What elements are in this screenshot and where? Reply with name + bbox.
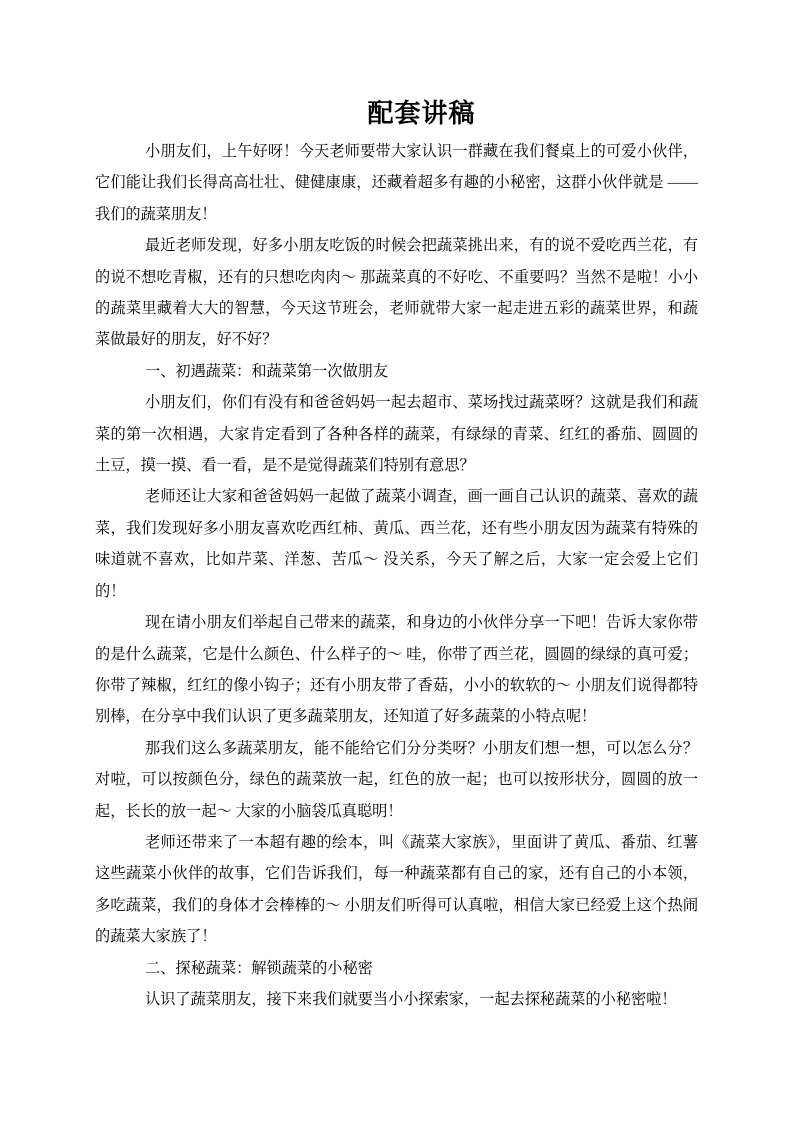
paragraph: 现在请小朋友们举起自己带来的蔬菜，和身边的小伙伴分享一下吧！告诉大家你带的是什么蔬菜，它是什么颜色、什么样子的～ 哇，你带了西兰花，圆圆的绿绿的真可爱；你带了辣椒，红红的像小钩子；还有小朋友带了香菇，小小的软软的～ 小朋友们说得都特别棒，在分享中我们认识了更多蔬菜朋友，还知道了好多蔬菜的小特点呢！ [95,614,698,726]
paragraph: 小朋友们，你们有没有和爸爸妈妈一起去超市、菜场找过蔬菜呀？这就是我们和蔬菜的第一次相遇，大家肯定看到了各种各样的蔬菜，有绿绿的青菜、红红的番茄、圆圆的土豆，摸一摸、看一看，是不是觉得蔬菜们特别有意思？ [95,394,698,475]
paragraph: 最近老师发现，好多小朋友吃饭的时候会把蔬菜挑出来，有的说不爱吃西兰花，有的说不想吃青椒，还有的只想吃肉肉～ 那蔬菜真的不好吃、不重要吗？当然不是啦！小小的蔬菜里藏着大大的智慧，今天这节班会，老师就带大家一起走进五彩的蔬菜世界，和蔬菜做最好的朋友，好不好？ [95,237,698,349]
document-page [95,0,698,1015]
paragraph: 那我们这么多蔬菜朋友，能不能给它们分分类呀？小朋友们想一想，可以怎么分？对啦，可以按颜色分，绿色的蔬菜放一起，红色的放一起；也可以按形状分，圆圆的放一起，长长的放一起～ 大家的小脑袋瓜真聪明！ [95,739,698,820]
paragraph: 老师还带来了一本超有趣的绘本，叫《蔬菜大家族》，里面讲了黄瓜、番茄、红薯这些蔬菜小伙伴的故事，它们告诉我们，每一种蔬菜都有自己的家，还有自己的小本领，多吃蔬菜，我们的身体才会棒棒的～ 小朋友们听得可认真啦，相信大家已经爱上这个热闹的蔬菜大家族了！ [95,833,698,946]
section-heading: 一、初遇蔬菜：和蔬菜第一次做朋友 [145,362,388,380]
paragraph: 老师还让大家和爸爸妈妈一起做了蔬菜小调查，画一画自己认识的蔬菜、喜欢的蔬菜，我们发现好多小朋友喜欢吃西红柿、黄瓜、西兰花，还有些小朋友因为蔬菜有特殊的味道就不喜欢，比如芹菜、洋葱、苦瓜～ 没关系，今天了解之后，大家一定会爱上它们的！ [95,488,698,600]
section-heading: 二、探秘蔬菜：解锁蔬菜的小秘密 [145,959,373,977]
document-body [95,136,698,1015]
paragraph: 认识了蔬菜朋友，接下来我们就要当小小探索家，一起去探秘蔬菜的小秘密啦！ [145,990,677,1008]
paragraph: 小朋友们，上午好呀！今天老师要带大家认识一群藏在我们餐桌上的可爱小伙伴，它们能让我们长得高高壮壮、健健康康，还藏着超多有趣的小秘密，这群小伙伴就是 —— 我们的蔬菜朋友！ [95,143,698,223]
document-title: 配套讲稿 [367,99,476,128]
